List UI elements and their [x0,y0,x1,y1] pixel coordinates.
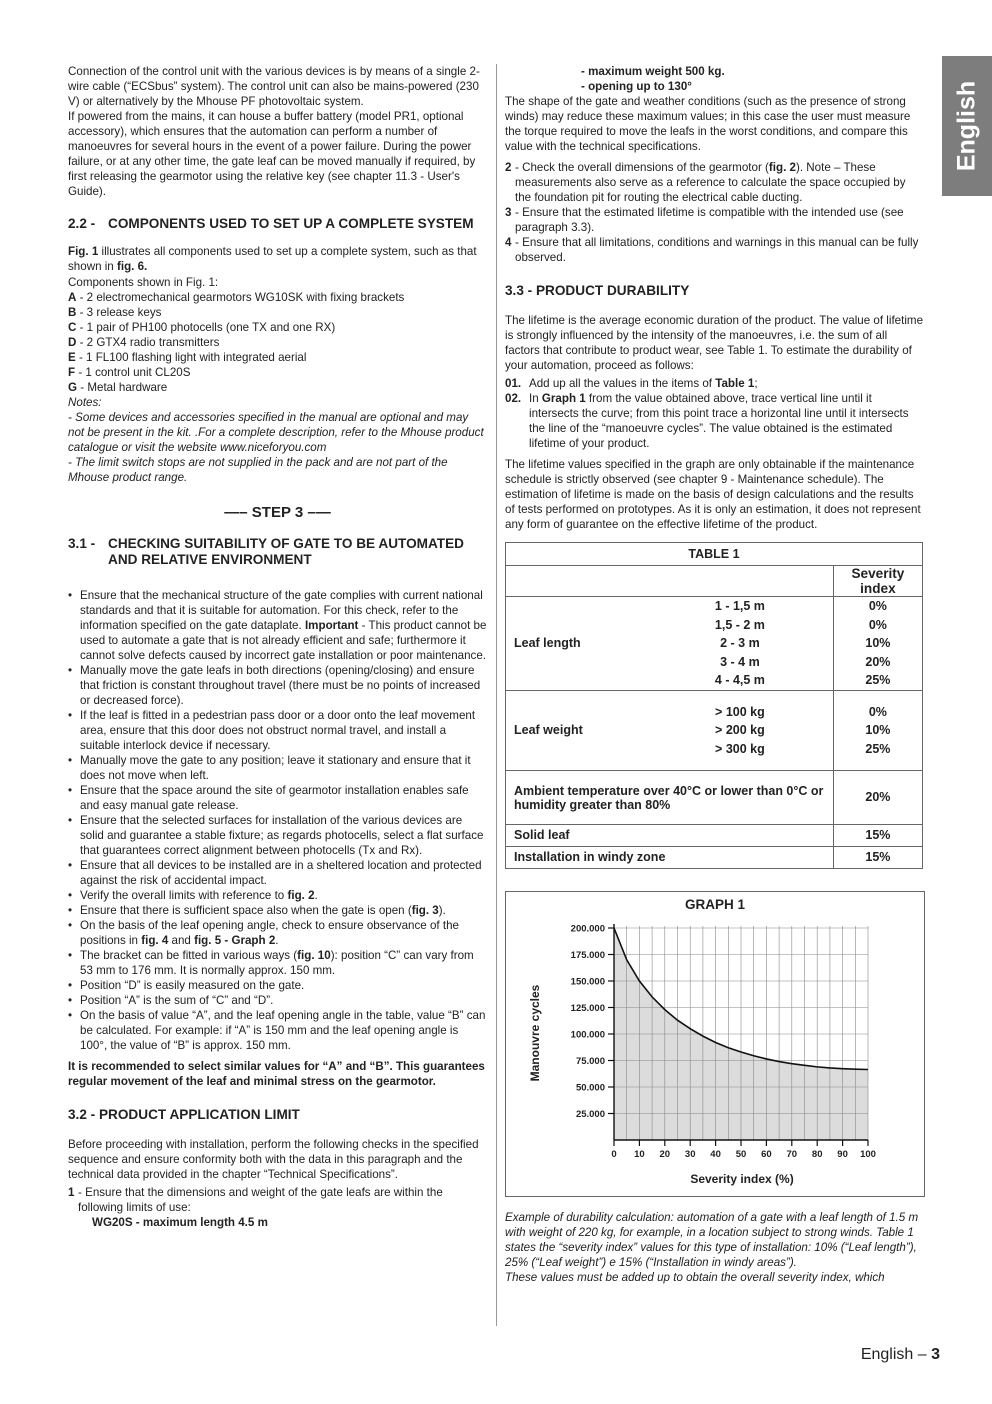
numbered-item: 4 - Ensure that all limitations, conditions and warnings in this manual can be fully observed. [505,236,919,264]
table-value: 15% [833,825,922,847]
numbered-item: 1 - Ensure that the dimensions and weight of the gate leafs are within the following limits of use: WG20S - maximum length 4.5 m [68,1186,443,1229]
x-tick-label: 100 [860,1149,876,1160]
list-item: • On the basis of value “A”, and the leaf opening angle in the table, value “B” can be calculated. For example: if “A” is 150 mm and the leaf opening angle is 100°, the value of “B” is approx. 150 mm. [68,1008,487,1053]
table-row-label: Ambient temperature over 40°C or lower than 0°C or humidity greater than 80% [506,771,834,825]
note: - Some devices and accessories specified in the manual are optional and may not be present in the kit. .For a complete description, refer to the Mhouse product catalogue or visit the website www.niceforyou.com [68,411,484,454]
x-tick-label: 70 [786,1149,798,1160]
step-heading: —– STEP 3 –— [224,504,331,521]
components-list [68,290,487,395]
table-row-label: Leaf length [506,597,648,691]
table-cell: 25% [865,673,891,687]
list-item: • Position “D” is easily measured on the gate. [68,978,487,993]
x-axis-label: Severity index (%) [690,1172,794,1186]
table-ranges [647,597,833,691]
y-tick-label: 125.000 [570,1003,605,1014]
component-item: C - 1 pair of PH100 photocells (one TX and one RX) [68,321,336,334]
paragraph: The shape of the gate and weather conditions (such as the presence of strong winds) may reduce these maximum values; in this case the user must measure the torque required to move the leafs in the worst conditions, and compare this value with the technical specifications. [505,95,911,153]
table-cell: 10% [865,723,891,737]
numbered-item: 01. Add up all the values in the items of Table 1; [505,377,758,390]
y-tick-label: 75.000 [575,1056,605,1067]
table-cell: 3 - 4 m [720,654,760,669]
table-cell: 10% [865,636,891,650]
section-heading: 2.2 - COMPONENTS USED TO SET UP A COMPLETE SYSTEM [68,216,474,231]
table-cell: 4 - 4,5 m [714,673,765,687]
notes-label: Notes: [68,396,102,409]
numbered-item: 02. In Graph 1 from the value obtained above, trace vertical line until it intersects the curve; from this point trace a horizontal line until it intersects the line of the “manoeuvre cycles”. The value obtained is the estimated lifetime of your product. [505,392,909,450]
y-tick-label: 150.000 [570,976,605,988]
x-tick-label: 90 [837,1149,848,1160]
right-column [505,64,924,1285]
list-item: • Manually move the gate leafs in both directions (opening/closing) and ensure that friction is constant throughout travel (there must be no points of increased or decreased force). [68,663,487,708]
table-1 [505,542,923,869]
table-row-label: Installation in windy zone [506,847,834,869]
x-tick-label: 40 [710,1149,721,1160]
intro-paragraph: Connection of the control unit with the various devices is by means of a single 2-wire cable (“ECSbus” system). The control unit can also be mains-powered (230 V) or alternatively by the Mhouse PF photovoltaic system. [68,65,480,108]
paragraph: Before proceeding with installation, perform the following checks in the specified sequence and ensure conformity both with the data in this paragraph and the technical data provided in the chapter “Technical Specifications”. [68,1138,479,1181]
table-cell: 0% [868,617,887,632]
table-cell: > 100 kg [715,704,765,719]
table-header: Severity index [833,566,922,597]
y-tick-label: 200.000 [570,923,605,935]
table-cell: > 200 kg [715,723,765,737]
component-item: E - 1 FL100 flashing light with integrated aerial [68,351,307,364]
x-tick-label: 30 [684,1149,696,1160]
component-item: D - 2 GTX4 radio transmitters [68,336,220,349]
durability-chart [506,892,924,1196]
table-cell: 1 - 1,5 m [714,599,765,613]
list-item: • Ensure that the space around the site of gearmotor installation enables safe and easy manual gate release. [68,783,487,813]
list-item: • Ensure that all devices to be installed are in a sheltered location and protected against the risk of accidental impact. [68,858,487,888]
table-ranges [647,690,833,771]
table-value: 15% [833,847,922,869]
list-item: • Ensure that the selected surfaces for installation of the various devices are solid and guarantee a stable fixture; as regards photocells, select a flat surface that guarantees correct alignment between photocells (Tx and Rx). [68,813,487,858]
y-tick-label: 175.000 [570,950,605,961]
note: - The limit switch stops are not supplied in the pack and are not part of the Mhouse product range. [68,456,448,484]
table-title: TABLE 1 [506,543,923,566]
chart-title: GRAPH 1 [684,897,746,912]
recommendation: It is recommended to select similar values for “A” and “B”. This guarantees regular movement of the leaf and minimal stress on the gearmotor. [68,1060,485,1088]
table-cell: 0% [868,599,887,613]
intro-paragraph: If powered from the mains, it can house a buffer battery (model PR1, optional accessory), which ensures that the automation can perform a number of manoeuvres for several hours in the event of a power failure. During the power failure, or at any other time, the gate leaf can be moved manually if required, by first releasing the gearmotor using the relative key (see chapter 11.3 - User's Guide). [68,110,476,198]
components-intro: Components shown in Fig. 1: [68,276,219,289]
example-paragraph: These values must be added up to obtain the overall severity index, which [505,1271,885,1284]
table-row-label: Leaf weight [506,690,648,771]
numbered-item: 2 - Check the overall dimensions of the gearmotor (fig. 2). Note – These measurements also serve as a reference to calculate the space occupied by the foundation pit for routing the electrical cable ducting. [505,161,906,204]
page-footer: English – 3 [860,1346,940,1363]
table-cell: 1,5 - 2 m [714,617,765,632]
x-tick-label: 50 [735,1149,747,1160]
y-tick-label: 100.000 [570,1029,605,1041]
section-heading: 3.2 - PRODUCT APPLICATION LIMIT [68,1107,300,1122]
list-item: • Ensure that the mechanical structure of the gate complies with current national standards and that it is suitable for automation. For this check, refer to the information specified on the gate dataplate. Important - This product cannot be used to automate a gate that is not already efficient and safe; furthermore it cannot solve defects caused by incorrect gate installation or poor maintenance. [68,588,487,663]
component-item: F - 1 control unit CL20S [68,366,191,379]
component-item: G - Metal hardware [68,381,168,394]
example-paragraph: Example of durability calculation: automation of a gate with a leaf length of 1.5 m with weight of 220 kg, for example, in a location subject to strong winds. Table 1 states the “severity index” values for this type of installation: 10% (“Leaf length”), 25% (“Leaf weight”) e 15% (“Installation in windy areas”). [505,1211,919,1269]
table-row-label: Solid leaf [506,825,834,847]
y-tick-label: 25.000 [575,1109,605,1120]
column-divider [496,64,497,1326]
table-cell: 0% [868,704,887,719]
fig1-paragraph: Fig. 1 illustrates all components used to set up a complete system, such as that shown in fig. 6. [68,245,477,273]
y-axis-label: Manouvre cycles [528,984,542,1082]
left-column [68,64,487,1230]
x-tick-label: 80 [811,1149,823,1160]
table-values [833,690,922,771]
list-item: • Manually move the gate to any position; leave it stationary and ensure that it does not move when left. [68,753,487,783]
component-item: B - 3 release keys [68,306,162,319]
numbered-item: 3 - Ensure that the estimated lifetime is compatible with the intended use (see paragraph 3.3). [505,206,904,234]
list-item: • Position “A” is the sum of “C” and “D”. [68,993,487,1008]
section-heading: 3.1 - CHECKING SUITABILITY OF GATE TO BE AUTOMATED AND RELATIVE ENVIRONMENT [68,536,464,567]
paragraph: The lifetime values specified in the graph are only obtainable if the maintenance schedule is strictly observed (see chapter 9 - Maintenance schedule). The estimation of lifetime is made on the basis of design calculations and the results of tests performed on prototypes. As it is only an estimation, it does not represent any form of guarantee on the effective lifetime of the product. [505,458,921,531]
section-heading: 3.3 - PRODUCT DURABILITY [505,283,690,298]
x-tick-label: 60 [761,1149,772,1160]
x-tick-label: 10 [634,1149,645,1160]
language-tab: English [942,56,992,196]
table-cell: 25% [865,741,891,756]
list-item: • The bracket can be fitted in various ways (fig. 10): position “C” can vary from 53 mm to 176 mm. It is normally approx. 150 mm. [68,948,487,978]
x-tick-label: 0 [611,1149,617,1160]
paragraph: The lifetime is the average economic duration of the product. The value of lifetime is strongly influenced by the intensity of the manoeuvres, i.e. the sum of all factors that contribute to product wear, see Table 1. To estimate the durability of your automation, proceed as follows: [505,314,924,372]
table-cell: 2 - 3 m [720,636,760,650]
spec-line: - opening up to 130° [581,80,692,93]
spec-line: - maximum weight 500 kg. [581,65,725,78]
checklist [68,588,487,1053]
table-cell: > 300 kg [715,741,765,756]
table-values [833,597,922,691]
list-item: • On the basis of the leaf opening angle, check to ensure observance of the positions in fig. 4 and fig. 5 - Graph 2. [68,918,487,948]
list-item: • If the leaf is fitted in a pedestrian pass door or a door onto the leaf movement area, ensure that this door does not obstruct normal travel, and install a suitable interlock device if necessary. [68,708,487,753]
table-value: 20% [833,771,922,825]
y-tick-label: 50.000 [575,1082,605,1094]
list-item: • Ensure that there is sufficient space also when the gate is open (fig. 3). [68,903,487,918]
list-item: • Verify the overall limits with reference to fig. 2. [68,888,487,903]
graph-1 [505,891,925,1197]
component-item: A - 2 electromechanical gearmotors WG10SK with fixing brackets [68,291,405,304]
table-cell: 20% [865,654,891,669]
x-tick-label: 20 [659,1149,671,1160]
